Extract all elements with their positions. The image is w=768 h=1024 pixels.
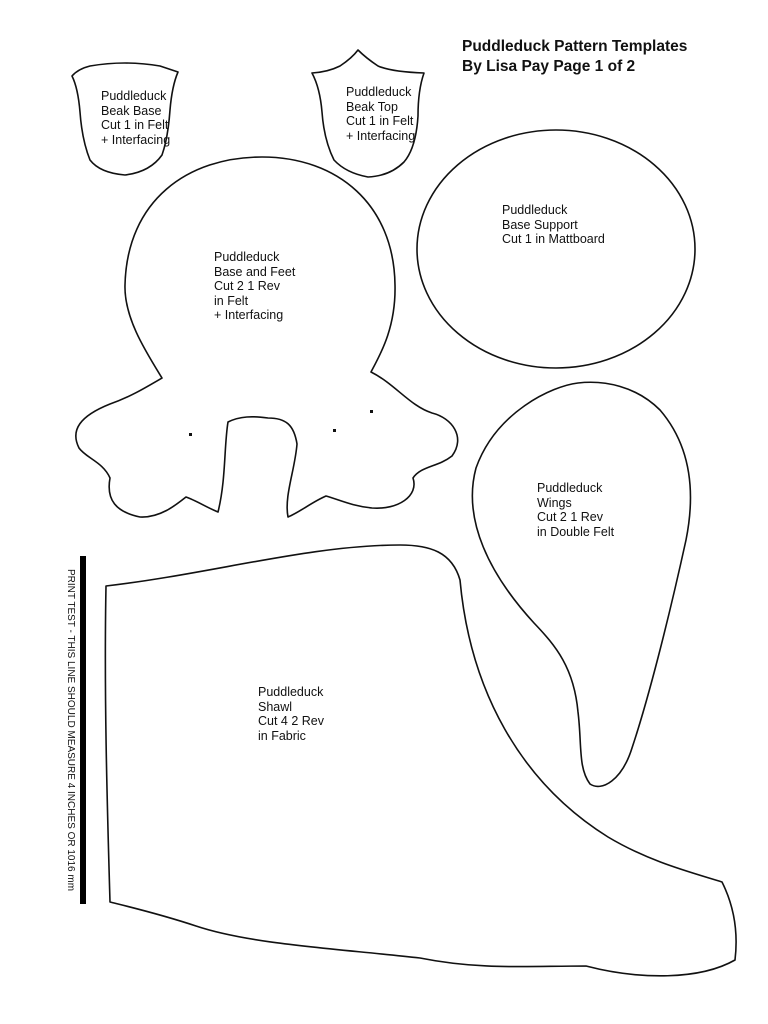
beak-top-label (346, 85, 415, 143)
label-line: Beak Base (101, 103, 162, 118)
label-line: in Double Felt (537, 524, 615, 539)
label-line: Puddleduck (537, 481, 603, 495)
base-support-label (502, 203, 605, 247)
label-line: + Interfacing (214, 308, 284, 323)
label-line: Puddleduck (502, 203, 568, 217)
label-line: Puddleduck (258, 685, 324, 699)
label-line: Cut 1 in Felt (346, 114, 414, 129)
wings-label (537, 481, 614, 539)
label-line: in Felt (214, 293, 249, 308)
label-line: + Interfacing (346, 128, 416, 143)
placement-mark (189, 433, 192, 436)
beak-base-label (101, 89, 170, 147)
label-line: + Interfacing (101, 132, 171, 147)
label-line: Cut 2 1 Rev (214, 279, 281, 294)
label-line: Shawl (258, 699, 293, 714)
print-test-text: PRINT TEST - THIS LINE SHOULD MEASURE 4 INCHES OR 1016 mm (65, 568, 76, 892)
placement-mark (370, 410, 373, 413)
base-support-shape (417, 130, 695, 368)
title-line-1: Puddleduck Pattern Templates (462, 38, 688, 55)
label-line: Puddleduck (101, 89, 167, 103)
label-line: Cut 1 in Felt (101, 118, 169, 133)
base-and-feet-label (214, 250, 295, 323)
label-line: Base and Feet (214, 264, 296, 279)
base-and-feet-shape (76, 157, 458, 517)
shawl-label (258, 685, 324, 743)
wings-shape (472, 382, 690, 786)
label-line: Puddleduck (346, 85, 412, 99)
title-line-2: By Lisa Pay Page 1 of 2 (462, 58, 636, 75)
label-line: Cut 4 2 Rev (258, 714, 325, 729)
label-line: Wings (537, 495, 572, 510)
label-line: Puddleduck (214, 250, 280, 264)
label-line: Cut 1 in Mattboard (502, 232, 605, 247)
page-title (462, 37, 687, 77)
label-line: Beak Top (346, 99, 398, 114)
print-test-line (80, 556, 86, 904)
placement-mark (333, 429, 336, 432)
label-line: in Fabric (258, 728, 306, 743)
label-line: Cut 2 1 Rev (537, 510, 604, 525)
label-line: Base Support (502, 217, 578, 232)
